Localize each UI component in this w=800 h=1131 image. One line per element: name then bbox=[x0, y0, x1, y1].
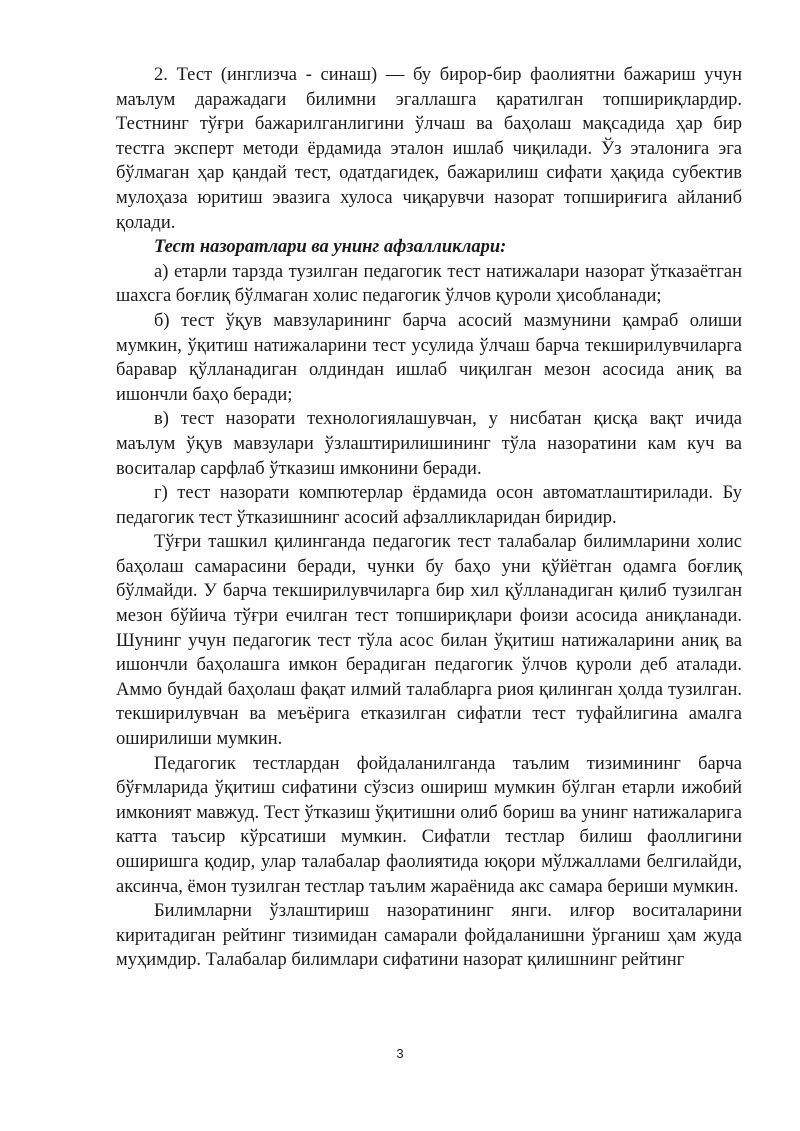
list-item-v: в) тест назорати технологиялашувчан, у нисбатан қисқа вақт ичида маълум ўқув мавзулари ўзлаштирилишининг тўла назоратини кам куч ва воситалар сарфлаб ўтказиш имконини беради. bbox=[116, 409, 742, 479]
paragraph-objective-assessment: Тўғри ташкил қилинганда педагогик тест талабалар билимларини холис баҳолаш самарасини беради, чунки бу баҳо уни қўйётган одамга боғлиқ бўлмайди. У барча текширилувчиларга бир хил қўлланадиган қилиб тузилган мезон бўйича тўғри ечилган тест топшириқлари фоизи асосида аниқланади. Шунинг учун педагогик тест тўла асос билан ўқитиш натижаларини аниқ ва ишончли баҳолашга имкон берадиган педагогик ўлчов қуроли деб аталади. Аммо бундай баҳолаш фақат илмий талабларга риоя қилинган ҳолда тузилган. текширилувчан ва меъёрига етказилган сифатли тест туфайлигина амалга оширилиши мумкин. bbox=[116, 532, 742, 750]
list-item-a: а) етарли тарзда тузилган педагогик тест натижалари назорат ўтказаётган шахсга боғлиқ бўлмаган холис педагогик ўлчов қуроли ҳисобланади; bbox=[116, 261, 742, 307]
list-item-b: б) тест ўқув мавзуларининг барча асосий мазмунини қамраб олиши мумкин, ўқитиш натижаларини тест усулида ўлчаш барча текширилувчиларга баравар қўлланадиган олдиндан ишлаб чиқилган мезон асосида аниқ ва ишончли баҳо беради; bbox=[116, 310, 742, 405]
paragraph-test-definition: 2. Тест (инглизча - синаш) — бу бирор-бир фаолиятни бажариш учун маълум даражадаги билимни эгаллашга қаратилган топшириқлардир. Тестнинг тўғри бажарилганлигини ўлчаш ва баҳолаш мақсадида ҳар бир тестга эксперт методи ёрдамида эталон ишлаб чиқилади. Ўз эталонига эга бўлмаган ҳар қандай тест, одатдагидек, бажарилиш сифати ҳақида субектив мулоҳаза юритиш эвазига хулоса чиқарувчи назорат топшириғига айланиб қолади. bbox=[116, 65, 742, 233]
page-number: 3 bbox=[396, 1046, 404, 1061]
paragraph-teaching-quality: Педагогик тестлардан фойдаланилганда таълим тизимининг барча бўғмларида ўқитиш сифатини сўзсиз ошириш мумкин бўлган етарли ижобий имконият мавжуд. Тест ўтказиш ўқитишни олиб бориш ва унинг натижаларига катта таъсир кўрсатиши мумкин. Сифатли тестлар билиш фаоллигини оширишга қодир, улар талабалар фаолиятида юқори мўлжаллами белгилайди, аксинча, ёмон тузилган тестлар таълим жараёнида акс самара бериши мумкин. bbox=[116, 753, 742, 897]
paragraph-rating-system: Билимларни ўзлаштириш назоратининг янги. илғор воситаларини киритадиган рейтинг тизимидан самарали фойдаланишни ўрганиш ҳам жуда муҳимдир. Талабалар билимлари сифатини назорат қилишнинг рейтинг bbox=[116, 901, 742, 971]
list-item-g: г) тест назорати компютерлар ёрдамида осон автоматлаштирилади. Бу педагогик тест ўтказишнинг асосий афзалликларидан биридир. bbox=[116, 483, 742, 528]
section-heading-test-advantages: Тест назоратлари ва унинг афзалликлари: bbox=[154, 237, 507, 258]
document-body bbox=[116, 63, 742, 973]
